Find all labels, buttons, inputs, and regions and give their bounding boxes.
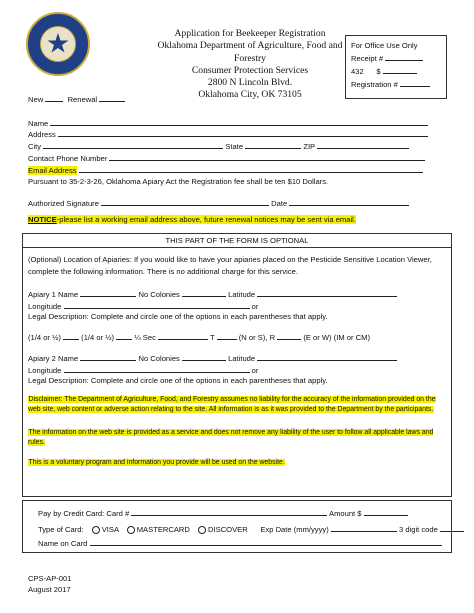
voluntary-text <box>28 458 446 468</box>
status-row <box>28 93 125 104</box>
address-row <box>28 128 428 139</box>
apiary2-colonies-field[interactable] <box>182 352 226 361</box>
phone-label: Contact Phone Number <box>28 154 108 163</box>
quarter-option-2: (1/4 or ½) <box>81 333 115 342</box>
apiary1-longitude-field[interactable] <box>64 300 250 309</box>
amount-field[interactable] <box>364 507 408 516</box>
office-code: 432 <box>351 67 364 76</box>
name-row <box>28 117 428 128</box>
phone-row <box>28 152 425 163</box>
range-label: R <box>269 333 276 342</box>
office-use-title: For Office Use Only <box>351 41 418 50</box>
apiary1-legal: Legal Description: Complete and circle one of the options in each parentheses that apply. <box>28 312 328 321</box>
zip-field[interactable] <box>317 140 409 149</box>
email-row <box>28 164 423 175</box>
card-name-field[interactable] <box>90 537 442 546</box>
registration-label: Registration # <box>351 80 398 89</box>
renewal-field[interactable] <box>99 93 125 102</box>
info-text <box>28 428 446 447</box>
renewal-label: Renewal <box>67 95 98 104</box>
receipt-label: Receipt # <box>351 54 384 63</box>
header-line-5: 2800 N Lincoln Blvd. <box>207 77 293 89</box>
new-field[interactable] <box>45 93 63 102</box>
disclaimer-text <box>28 395 446 414</box>
apiary2-latitude-label: Latitude <box>228 354 256 363</box>
office-use-box <box>345 35 447 99</box>
info-highlight: The information on the web site is provided as a service and does not remove any liability of the user to follow all applicable laws and rules. <box>28 429 434 446</box>
digit-code-field[interactable] <box>440 523 464 532</box>
signature-field[interactable] <box>101 197 269 206</box>
fee-field[interactable] <box>383 65 417 74</box>
apiary1-colonies-label: No Colonies <box>138 290 180 299</box>
card-name-label: Name on Card <box>38 539 88 548</box>
mastercard-label: MASTERCARD <box>136 525 190 534</box>
digit-code-label: 3 digit code <box>398 525 438 534</box>
exp-date-field[interactable] <box>331 523 397 532</box>
apiary2-name-field[interactable] <box>80 352 136 361</box>
apiary1-latitude-label: Latitude <box>228 290 256 299</box>
email-field[interactable] <box>79 164 423 173</box>
header-line-3: Forestry <box>234 52 266 64</box>
optional-intro-2: complete the following information. There is no additional charge for this service. <box>28 267 299 276</box>
header-line-4: Consumer Protection Services <box>191 64 309 76</box>
phone-field[interactable] <box>109 152 425 161</box>
header-line-1: Application for Beekeeper Registration <box>174 28 326 39</box>
apiary1-name-field[interactable] <box>80 288 136 297</box>
discover-label: DISCOVER <box>208 525 248 534</box>
form-number: CPS-AP-001 <box>28 574 72 583</box>
quarter-sec-label: ¼ Sec <box>134 333 156 342</box>
disclaimer-highlight: Disclaimer: The Department of Agriculture, Food, and Forestry assumes no liability for the accuracy of the information provided on the web site, web content or adverse action relating to the site. All information is as it was provided to the Department by the participants. <box>28 396 436 413</box>
name-label: Name <box>28 119 49 128</box>
apiary1-section-row <box>28 331 370 342</box>
card-number-row <box>38 507 408 518</box>
optional-title-divider <box>22 247 452 248</box>
visa-label: VISA <box>101 525 119 534</box>
amount-label: Amount $ <box>329 509 362 518</box>
statute-text: Pursuant to 35-2-3-26, Oklahoma Apiary Act the Registration fee shall be ten $10 Dollars. <box>28 177 329 186</box>
apiary2-row <box>28 352 397 363</box>
name-field[interactable] <box>50 117 428 126</box>
signature-row <box>28 197 409 208</box>
card-type-row <box>38 523 464 534</box>
quarter-field-1[interactable] <box>63 331 79 340</box>
state-label: State <box>225 142 244 151</box>
notice-line <box>28 215 356 224</box>
exp-date-label: Exp Date (mm/yyyy) <box>260 525 329 534</box>
apiary1-longitude-label: Longitude <box>28 302 62 311</box>
apiary1-longitude-row <box>28 300 258 311</box>
apiary2-name-label: Apiary 2 Name <box>28 354 79 363</box>
apiary2-longitude-row <box>28 364 258 375</box>
apiary1-latitude-field[interactable] <box>257 288 397 297</box>
optional-title: THIS PART OF THE FORM IS OPTIONAL <box>165 236 309 245</box>
signature-label: Authorized Signature <box>28 199 99 208</box>
pay-label: Pay by Credit Card: Card # <box>38 509 130 518</box>
visa-radio[interactable] <box>92 526 100 534</box>
sec-field[interactable] <box>158 331 208 340</box>
address-label: Address <box>28 130 56 139</box>
discover-radio[interactable] <box>198 526 206 534</box>
township-label: T <box>209 333 215 342</box>
registration-field[interactable] <box>400 78 430 87</box>
card-type-label: Type of Card: <box>38 525 84 534</box>
header-line-6: Oklahoma City, OK 73105 <box>198 89 302 101</box>
zip-label: ZIP <box>303 142 315 151</box>
city-label: City <box>28 142 42 151</box>
ew-option: (E or W) <box>303 333 332 342</box>
quarter-option-1: (1/4 or ½) <box>28 333 61 342</box>
city-field[interactable] <box>43 140 223 149</box>
date-label: Date <box>271 199 288 208</box>
apiary1-name-label: Apiary 1 Name <box>28 290 79 299</box>
quarter-field-2[interactable] <box>116 331 132 340</box>
state-seal-logo <box>26 12 90 76</box>
apiary2-or: or <box>251 366 259 375</box>
date-field[interactable] <box>289 197 409 206</box>
range-field[interactable] <box>277 331 301 340</box>
voluntary-highlight: This is a voluntary program and information you provide will be used on the website. <box>28 459 285 466</box>
ns-option: (N or S), <box>238 333 268 342</box>
township-field[interactable] <box>217 331 237 340</box>
apiary2-latitude-field[interactable] <box>257 352 397 361</box>
apiary1-colonies-field[interactable] <box>182 288 226 297</box>
apiary1-or: or <box>251 302 259 311</box>
apiary2-longitude-field[interactable] <box>64 364 250 373</box>
apiary2-colonies-label: No Colonies <box>138 354 180 363</box>
notice-text: -please list a working email address above, future renewal notices may be sent via email. <box>56 215 356 224</box>
email-label: Email Address <box>28 166 77 175</box>
apiary1-row <box>28 288 397 299</box>
header-line-2: Oklahoma Department of Agriculture, Food and <box>157 40 343 52</box>
form-header <box>150 28 350 102</box>
mastercard-radio[interactable] <box>127 526 135 534</box>
meridian-option: (IM or CM) <box>333 333 370 342</box>
office-dollar: $ <box>376 67 381 76</box>
city-row <box>28 140 409 151</box>
card-name-row <box>38 537 442 548</box>
address-field[interactable] <box>58 128 428 137</box>
receipt-field[interactable] <box>385 52 423 61</box>
card-number-field[interactable] <box>131 507 327 516</box>
state-field[interactable] <box>245 140 301 149</box>
notice-label: NOTICE <box>28 215 57 224</box>
apiary2-legal: Legal Description: Complete and circle one of the options in each parentheses that apply. <box>28 376 328 385</box>
optional-intro-1: (Optional) Location of Apiaries: If you would like to have your apiaries placed on the Pesticide Sensitive Location Viewer, <box>28 255 432 264</box>
apiary2-longitude-label: Longitude <box>28 366 62 375</box>
form-date: August 2017 <box>28 585 71 594</box>
new-label: New <box>28 95 44 104</box>
